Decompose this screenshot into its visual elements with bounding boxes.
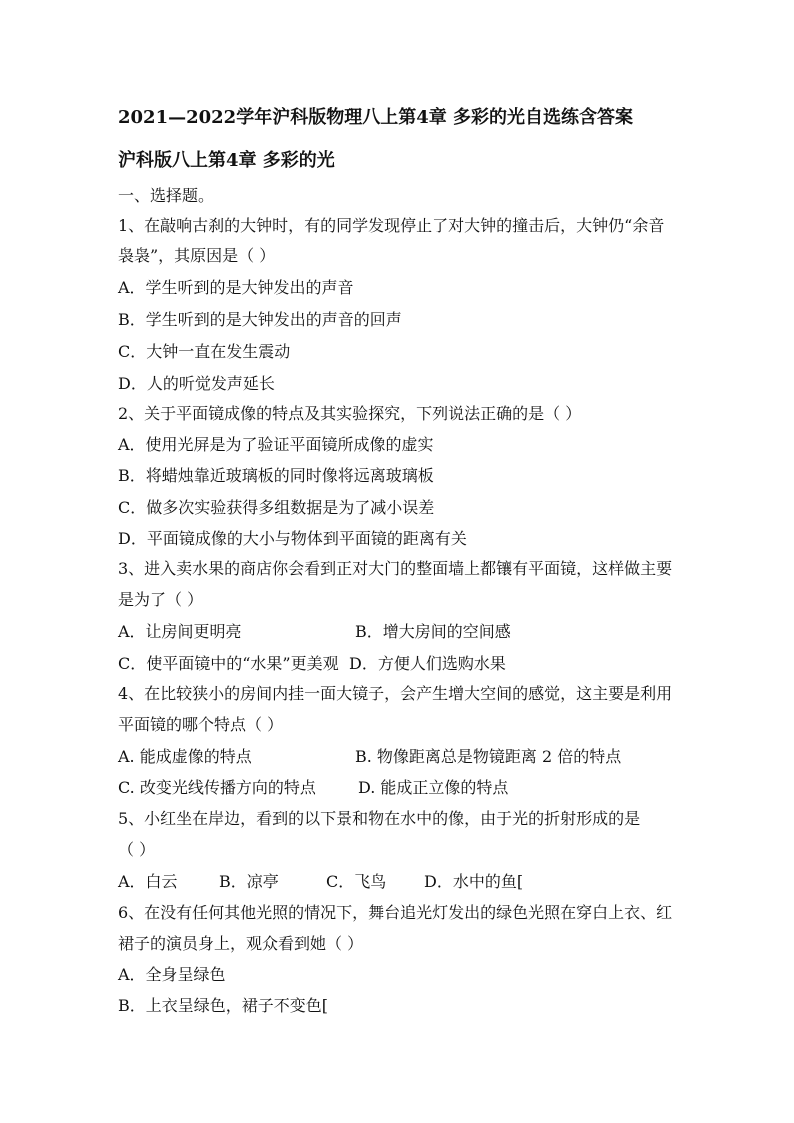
q3-stem-line1: 3、进入卖水果的商店你会看到正对大门的整面墙上都镶有平面镜，这样做主要 (118, 559, 673, 578)
q5-option-a: A．白云 (118, 872, 178, 891)
q4-option-c: C. 改变光线传播方向的特点 (118, 778, 316, 797)
q2-option-a: A．使用光屏是为了验证平面镜所成像的虚实 (118, 435, 434, 454)
q4-stem-line2: 平面镜的哪个特点（ ） (118, 715, 284, 734)
chapter-heading: 沪科版八上第4章 多彩的光 (118, 150, 335, 171)
q5-stem-line1: 5、小红坐在岸边，看到的以下景和物在水中的像，由于光的折射形成的是 (118, 809, 641, 828)
q2-option-b: B．将蜡烛靠近玻璃板的同时像将远离玻璃板 (118, 466, 434, 485)
q4-stem-line1: 4、在比较狭小的房间内挂一面大镜子，会产生增大空间的感觉，这主要是利用 (118, 684, 673, 703)
q3-option-d: D．方便人们选购水果 (349, 654, 506, 673)
q1-option-d: D．人的听觉发声延长 (118, 374, 275, 393)
q6-option-a: A．全身呈绿色 (118, 965, 226, 984)
q6-stem-line1: 6、在没有任何其他光照的情况下，舞台追光灯发出的绿色光照在穿白上衣、红 (118, 903, 673, 922)
q5-option-b: B．凉亭 (219, 872, 279, 891)
q2-option-c: C．做多次实验获得多组数据是为了减小误差 (118, 498, 435, 517)
q6-stem-line2: 裙子的演员身上，观众看到她（ ） (118, 934, 364, 953)
q5-option-d: D．水中的鱼[ (424, 872, 524, 891)
q3-stem-line2: 是为了（ ） (118, 590, 204, 609)
q3-option-b: B．增大房间的空间感 (355, 622, 511, 641)
q1-stem-line2: 袅袅”，其原因是（ ） (118, 246, 276, 265)
q2-option-d: D．平面镜成像的大小与物体到平面镜的距离有关 (118, 529, 467, 548)
q6-option-b: B．上衣呈绿色，裙子不变色[ (118, 996, 329, 1015)
q3-option-c: C．使平面镜中的“水果”更美观 (118, 654, 339, 673)
document-title: 2021—2022学年沪科版物理八上第4章 多彩的光自选练含答案 (118, 107, 633, 128)
q4-option-d: D. 能成正立像的特点 (358, 778, 509, 797)
q5-option-c: C．飞鸟 (326, 872, 387, 891)
section-heading: 一、选择题。 (118, 186, 215, 205)
q4-option-a: A. 能成虚像的特点 (118, 747, 252, 766)
q5-stem-line2: （ ） (118, 840, 156, 859)
q1-option-a: A．学生听到的是大钟发出的声音 (118, 278, 354, 297)
q1-stem-line1: 1、在敲响古刹的大钟时，有的同学发现停止了对大钟的撞击后，大钟仍“余音 (118, 216, 665, 235)
q1-option-b: B．学生听到的是大钟发出的声音的回声 (118, 310, 402, 329)
q1-option-c: C．大钟一直在发生震动 (118, 342, 291, 361)
q4-option-b: B. 物像距离总是物镜距离 2 倍的特点 (355, 747, 622, 766)
q2-stem: 2、关于平面镜成像的特点及其实验探究，下列说法正确的是（ ） (118, 404, 582, 423)
q3-option-a: A．让房间更明亮 (118, 622, 242, 641)
